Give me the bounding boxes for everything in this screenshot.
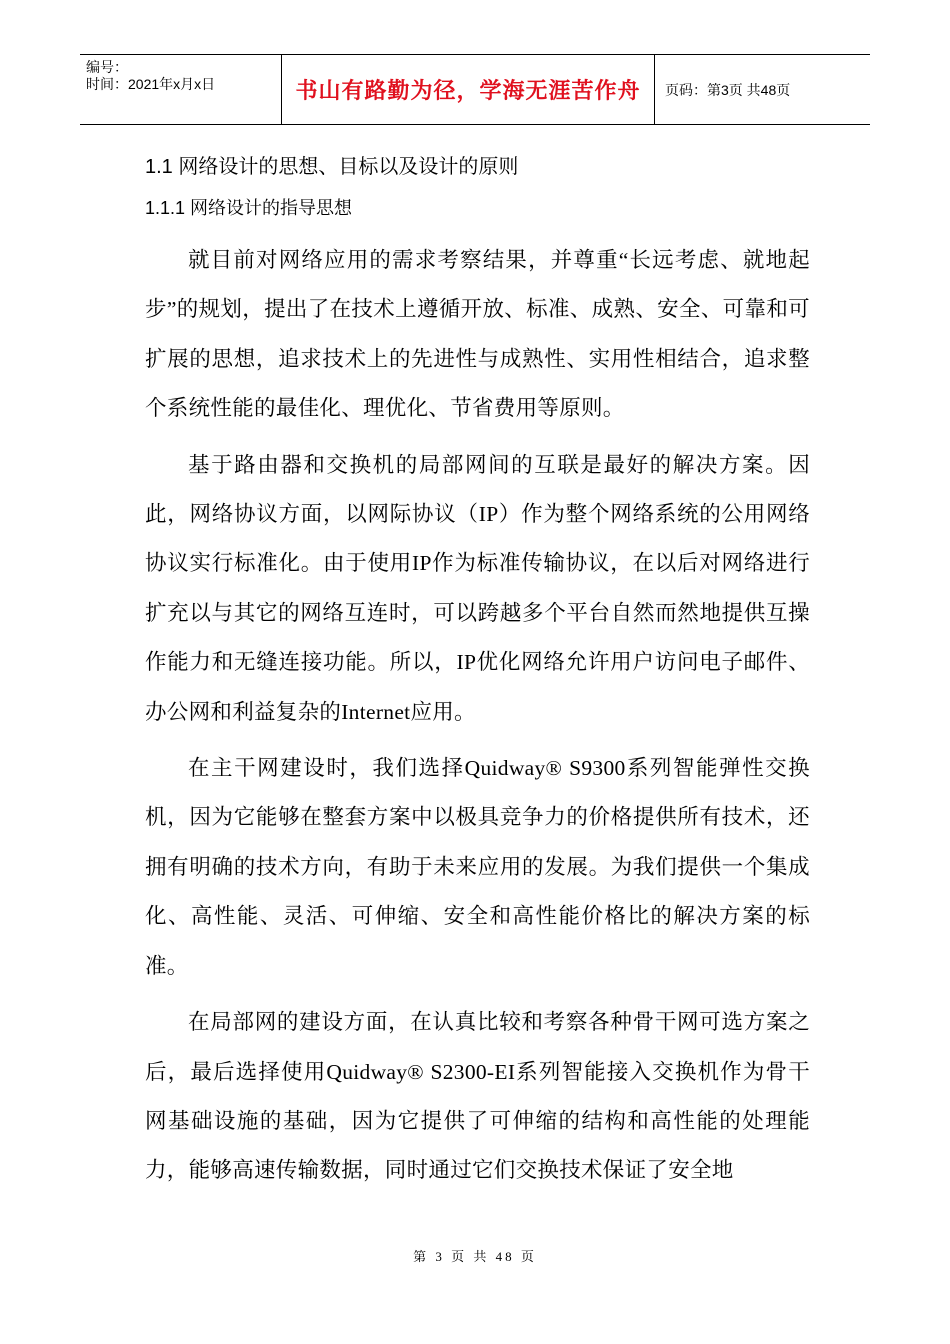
document-body [145,147,810,1196]
paragraph: 在局部网的建设方面，在认真比较和考察各种骨干网可选方案之后，最后选择使用Quidway® S2300-EI系列智能接入交换机作为骨干网基础设施的基础，因为它提供了可伸缩的结构和高性能的处理能力，能够高速传输数据，同时通过它们交换技术保证了安全地 [145,1010,810,1183]
header-meta [80,55,281,124]
header-motto: 书山有路勤为径，学海无涯苦作舟 [281,55,655,124]
time-label: 时间：2021年x月x日 [86,76,216,92]
paragraph: 在主干网建设时，我们选择Quidway® S9300系列智能弹性交换机，因为它能够在整套方案中以极具竞争力的价格提供所有技术，还拥有明确的技术方向，有助于未来应用的发展。为我们提供一个集成化、高性能、灵活、可伸缩、安全和高性能价格比的解决方案的标准。 [145,756,810,978]
number-label: 编号： [86,59,128,75]
header-page-info: 页码：第3页 共48页 [665,81,791,98]
page-footer: 第 3 页 共 48 页 [413,1249,537,1264]
subsection-title: 1.1.1 网络设计的指导思想 [145,198,353,218]
section-title: 1.1 网络设计的思想、目标以及设计的原则 [145,156,519,178]
paragraph: 就目前对网络应用的需求考察结果，并尊重“长远考虑、就地起步”的规划，提出了在技术上遵循开放、标准、成熟、安全、可靠和可扩展的思想，追求技术上的先进性与成熟性、实用性相结合，追求整个系统性能的最佳化、理优化、节省费用等原则。 [145,248,810,421]
paragraph: 基于路由器和交换机的局部网间的互联是最好的解决方案。因此，网络协议方面，以网际协议（IP）作为整个网络系统的公用网络协议实行标准化。由于使用IP作为标准传输协议，在以后对网络进行扩充以与其它的网络互连时，可以跨越多个平台自然而然地提供互操作能力和无缝连接功能。所以，IP优化网络允许用户访问电子邮件、办公网和利益复杂的Internet应用。 [145,452,810,724]
document-header [80,54,870,125]
